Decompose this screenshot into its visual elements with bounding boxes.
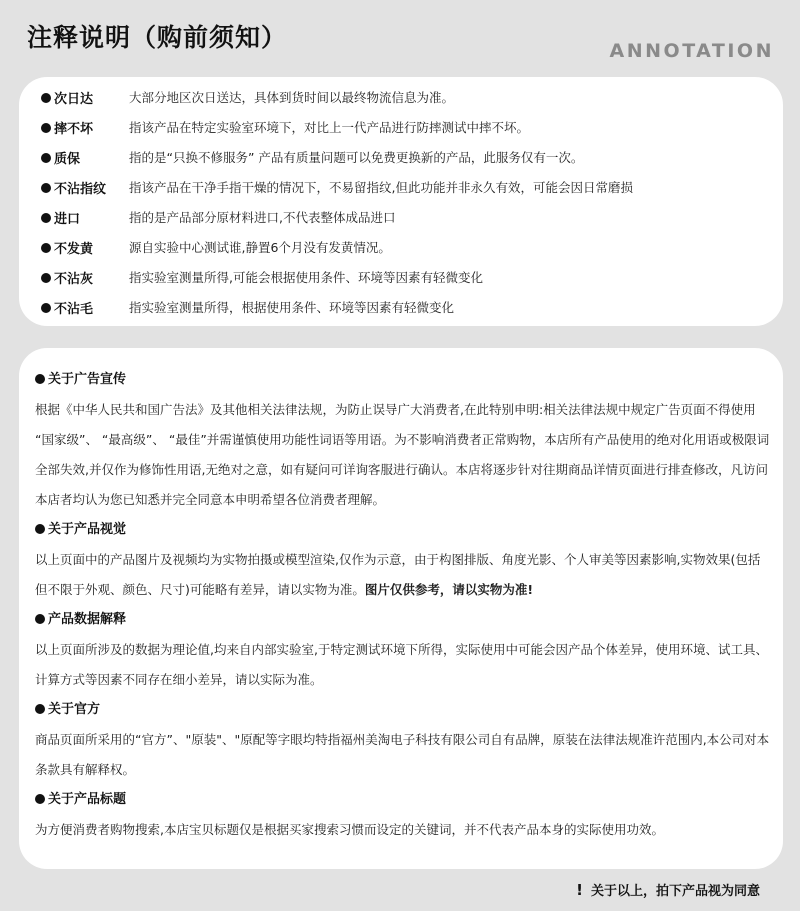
section-heading-official: 关于官方 [35,695,770,725]
annotation-desc: 指的是“只换不修服务” 产品有质量问题可以免费更换新的产品，此服务仅有一次。 [129,150,584,165]
section-text-official: 商品页面所采用的“官方”、"原装"、"原配等字眼均特指福州美淘电子科技有限公司自有品牌，原装在法律法规准许范围内,本公司对本条款具有解释权。 [35,732,770,777]
annotation-desc: 指的是产品部分原材料进口,不代表整体成品进口 [129,210,396,225]
bullet-icon [41,243,51,253]
section-text-ad: 根据《中华人民共和国广告法》及其他相关法律法规，为防止误导广大消费者,在此特别申明:相关法律法规中规定广告页面不得使用 “国家级”、 “最高级”、 “最佳”并需谨慎使用功能性词语等用语。为不影响消费者正常购物，本店所有产品使用的绝对化用语或极限词全部失效,并仅作为修饰性用语,无绝对之意，如有疑问可详询客服进行确认。本店将逐步针对往期商品详情页面进行排查修改，凡访问本店者均认为您已知悉并完全同意本申明希望各位消费者理解。 [35,402,770,507]
bullet-icon [41,213,51,223]
annotation-desc: 指实验室测量所得,可能会根据使用条件、环境等因素有轻微变化 [129,270,483,285]
annotation-row [41,297,454,317]
bullet-icon [35,614,45,624]
disclaimer-body [35,365,770,845]
annotation-term: 不沾灰 [41,268,129,287]
section-heading-data: 产品数据解释 [35,605,770,635]
section-text-title: 为方便消费者购物搜索,本店宝贝标题仅是根据买家搜索习惯而设定的关键词，并不代表产品本身的实际使用功效。 [35,822,664,837]
annotation-desc: 大部分地区次日送达，具体到货时间以最终物流信息为准。 [129,90,455,105]
visual-emphasis: 图片仅供参考，请以实物为准! [364,582,534,597]
annotation-row [41,177,633,197]
bullet-icon [35,704,45,714]
disclaimer-card [19,348,783,869]
footer-text: 关于以上，拍下产品视为同意 [590,884,760,899]
annotation-row [41,87,454,107]
annotation-desc: 指实验室测量所得，根据使用条件、环境等因素有轻微变化 [129,300,455,315]
bullet-icon [41,303,51,313]
page-title: 注释说明（购前须知） [27,23,288,52]
section-heading-title: 关于产品标题 [35,785,770,815]
bullet-icon [41,273,51,283]
bullet-icon [35,374,45,384]
bullet-icon [41,123,51,133]
annotation-term: 次日达 [41,88,129,107]
section-text-visual: 以上页面中的产品图片及视频均为实物拍摄或模型渲染,仅作为示意，由于构图排版、角度光影、个人审美等因素影响,实物效果(包括但不限于外观、颜色、尺寸)可能略有差异，请以实物为准。图片仅供参考，请以实物为准! [35,552,761,597]
bullet-icon [35,794,45,804]
annotation-row [41,147,583,167]
annotation-row [41,237,391,257]
annotation-row [41,267,483,287]
annotation-term: 摔不坏 [41,118,129,137]
annotation-term: 质保 [41,148,129,167]
footer-note [576,880,760,899]
annotation-row [41,117,529,137]
section-heading-ad: 关于广告宣传 [35,365,770,395]
section-text-data: 以上页面所涉及的数据为理论值,均来自内部实验室,于特定测试环境下所得，实际使用中可能会因产品个体差异，使用环境、试工具、计算方式等因素不同存在细小差异，请以实际为准。 [35,642,768,687]
bullet-icon [35,524,45,534]
exclamation-icon: ! [576,880,583,899]
bullet-icon [41,93,51,103]
bullet-icon [41,153,51,163]
annotation-desc: 指该产品在干净手指干燥的情况下，不易留指纹,但此功能并非永久有效，可能会因日常磨损 [129,180,633,195]
annotation-term: 进口 [41,208,129,227]
annotation-desc: 指该产品在特定实验室环境下，对比上一代产品进行防摔测试中摔不坏。 [129,120,530,135]
annotation-row [41,207,395,227]
annotation-card [19,77,783,326]
annotation-term: 不沾毛 [41,298,129,317]
annotation-desc: 源自实验中心测试谁,静置6个月没有发黄情况。 [129,240,391,255]
section-heading-visual: 关于产品视觉 [35,515,770,545]
page-subtitle: ANNOTATION [609,40,774,62]
annotation-term: 不沾指纹 [41,178,129,197]
bullet-icon [41,183,51,193]
annotation-term: 不发黄 [41,238,129,257]
